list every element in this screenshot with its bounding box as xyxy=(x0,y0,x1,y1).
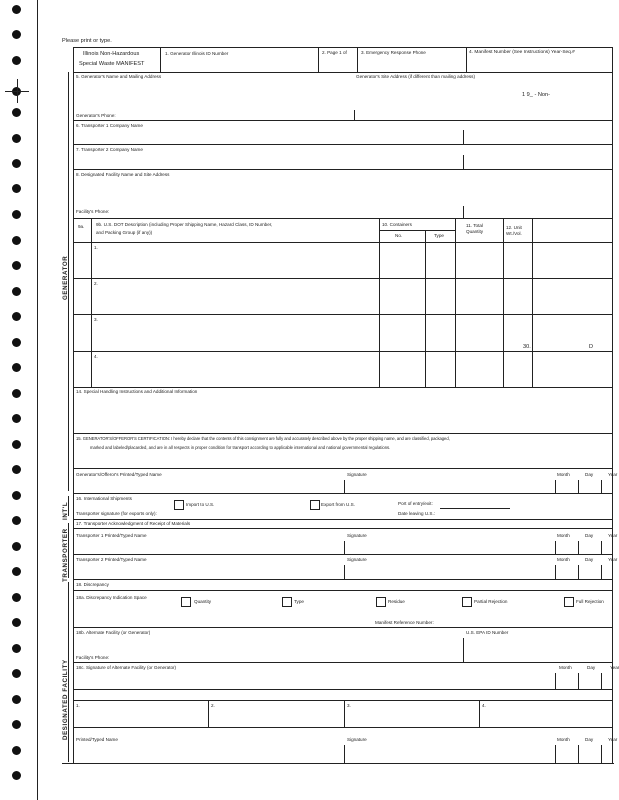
form-frame xyxy=(73,47,613,764)
waste-row-4-number: 4. xyxy=(94,354,98,359)
intl-shipments-label: 16. International Shipments xyxy=(76,496,132,501)
transporter-side-label: TRANSPORTER xyxy=(62,528,69,582)
full-rejection-checkbox[interactable] xyxy=(564,597,574,607)
intl-transporter-sig-label: Transporter signature (for exports only): xyxy=(76,511,157,516)
punch-hole xyxy=(12,287,21,296)
special-handling-label: 14. Special Handling Instructions and Additional Information xyxy=(76,389,198,394)
col-11-header: 11. Total Quantity xyxy=(466,223,484,234)
residue-checkbox[interactable] xyxy=(376,597,386,607)
port-of-entry-label: Port of entry/exit: xyxy=(398,501,433,506)
alt-facility-day-label: Day xyxy=(587,665,596,670)
punch-hole xyxy=(12,440,21,449)
transporter1-name-label: Transporter 1 Printed/Typed Name xyxy=(76,533,147,538)
full-rejection-label: Full Rejection xyxy=(576,599,604,604)
punch-hole xyxy=(12,720,21,729)
punch-hole xyxy=(12,134,21,143)
col-no-header: No. xyxy=(395,233,403,238)
transporter2-name-label: Transporter 2 Printed/Typed Name xyxy=(76,557,147,562)
punch-hole xyxy=(12,236,21,245)
type-checkbox[interactable] xyxy=(282,597,292,607)
punch-hole xyxy=(12,184,21,193)
punch-hole xyxy=(12,567,21,576)
generator-site-label: Generator's Site Address (if different than mailing address) xyxy=(356,74,476,79)
generator-year-label: Year xyxy=(608,472,618,477)
punch-hole xyxy=(12,159,21,168)
col-12-header: 12. Unit Wt./Vol. xyxy=(506,225,522,236)
punch-hole xyxy=(12,516,21,525)
punch-hole xyxy=(12,363,21,372)
generator-printed-name-label: Generator's/Offeror's Printed/Typed Name xyxy=(76,472,162,477)
col-9b-header-2: and Packing Group (if any)) xyxy=(96,230,153,235)
discrepancy-indication-label: 18a. Discrepancy Indication Space xyxy=(76,595,147,600)
code-box-3-label: 3. xyxy=(347,703,351,708)
transporter1-year-label: Year xyxy=(608,533,618,538)
punch-hole xyxy=(12,618,21,627)
transporter2-signature-label: Signature xyxy=(347,557,367,562)
form-bottom xyxy=(62,763,614,764)
generator-id-label: 1. Generator Illinois ID Number xyxy=(165,51,229,56)
facility-phone-label: Facility's Phone: xyxy=(76,209,110,214)
form-title-line2: Special Waste MANIFEST xyxy=(79,61,145,67)
alt-facility-month-label: Month xyxy=(559,665,572,670)
code-box-2-label: 2. xyxy=(211,703,215,708)
registration-mark xyxy=(17,79,18,103)
emergency-phone-label: 3. Emergency Response Phone xyxy=(361,50,426,55)
punch-hole xyxy=(12,746,21,755)
residue-label: Residue xyxy=(388,599,405,604)
waste-row-1-number: 1. xyxy=(94,245,98,250)
generator-side-label: GENERATOR xyxy=(62,255,69,300)
import-label: Import to U.S. xyxy=(186,502,215,507)
punch-hole xyxy=(12,542,21,551)
generator-signature-label: Signature xyxy=(347,472,367,477)
epa-id-label: U.S. EPA ID Number xyxy=(466,630,509,635)
punch-hole xyxy=(12,30,21,39)
punch-hole xyxy=(12,389,21,398)
row4-code-d: D xyxy=(589,344,594,350)
punch-hole xyxy=(12,261,21,270)
certification-line2: marked and labeled/placarded, and are in all respects in proper condition for transport according to applicable international and national governmental regulations. xyxy=(90,445,391,450)
alternate-facility-label: 18b. Alternate Facility (or Generator) xyxy=(76,630,151,635)
punch-hole xyxy=(12,312,21,321)
designated-facility-label: 8. Designated Facility Name and Site Address xyxy=(76,172,170,177)
transporter1-label: 6. Transporter 1 Company Name xyxy=(76,123,143,128)
import-checkbox[interactable] xyxy=(174,500,184,510)
transporter1-signature-label: Signature xyxy=(347,533,367,538)
transporter2-label: 7. Transporter 2 Company Name xyxy=(76,147,143,152)
waste-row-2-number: 2. xyxy=(94,281,98,286)
quantity-label: Quantity xyxy=(194,599,212,604)
waste-row-3-number: 3. xyxy=(94,317,98,322)
print-note: Please print or type. xyxy=(62,38,112,44)
punch-hole xyxy=(12,5,21,14)
punch-hole xyxy=(12,771,21,780)
col-9a-header: 9a. xyxy=(78,224,85,229)
code-box-1-label: 1. xyxy=(76,703,80,708)
transporter-ack-label: 17. Transporter Acknowledgment of Receipt of Materials xyxy=(76,521,191,526)
date-leaving-label: Date leaving U.S.: xyxy=(398,511,436,516)
margin-line xyxy=(37,0,38,800)
generator-phone-label: Generator's Phone: xyxy=(76,113,116,118)
facility-printed-name-label: Printed/Typed Name xyxy=(76,737,118,742)
generator-day-label: Day xyxy=(585,472,594,477)
page-label: 2. Page 1 of xyxy=(322,50,347,55)
transporter1-day-label: Day xyxy=(585,533,594,538)
facility-signature-label: Signature xyxy=(347,737,367,742)
punch-hole xyxy=(12,644,21,653)
punch-hole xyxy=(12,338,21,347)
col-10-header: 10. Containers xyxy=(382,222,412,227)
col-9b-header-1: 9b. U.S. DOT Description (including Proper Shipping Name, Hazard Class, ID Number, xyxy=(96,222,273,227)
export-label: Export from U.S. xyxy=(321,502,355,507)
certification-line1: 15. GENERATOR'S/OFFEROR'S CERTIFICATION: I hereby declare that the contents of this consignment are fully and accurately described above by the proper shipping name, and are classified, packaged, xyxy=(76,436,450,441)
generator-month-label: Month xyxy=(557,472,570,477)
transporter2-month-label: Month xyxy=(557,557,570,562)
code-box-4-label: 4. xyxy=(482,703,486,708)
punch-hole xyxy=(12,414,21,423)
facility-year-label: Year xyxy=(608,737,618,742)
punch-hole xyxy=(12,210,21,219)
transporter2-year-label: Year xyxy=(608,557,618,562)
intl-side-label: INT'L xyxy=(62,501,69,520)
transporter2-day-label: Day xyxy=(585,557,594,562)
alt-facility-year-label: Year xyxy=(610,665,619,670)
export-checkbox[interactable] xyxy=(310,500,320,510)
punch-hole xyxy=(12,56,21,65)
generator-name-label: 5. Generator's Name and Mailing Address xyxy=(76,74,162,79)
partial-rejection-label: Partial Rejection xyxy=(474,599,508,604)
facility-side-label: DESIGNATED FACILITY xyxy=(62,659,69,740)
partial-rejection-checkbox[interactable] xyxy=(462,597,472,607)
discrepancy-label: 18. Discrepancy xyxy=(76,582,109,587)
manifest-reference-label: Manifest Reference Number: xyxy=(375,620,434,625)
punch-hole xyxy=(12,593,21,602)
generator-marks: 1 9_ - Non- xyxy=(522,92,550,98)
type-label: Type xyxy=(294,599,304,604)
transporter1-month-label: Month xyxy=(557,533,570,538)
facility-day-label: Day xyxy=(585,737,594,742)
punch-hole xyxy=(12,465,21,474)
manifest-number-label: 4. Manifest Number (See Instructions) Year-Seq.# xyxy=(469,50,575,55)
row4-code-30: 30. xyxy=(523,344,531,350)
alt-facility-signature-label: 18c. Signature of Alternate Facility (or Generator) xyxy=(76,665,177,670)
facility-month-label: Month xyxy=(557,737,570,742)
punch-hole xyxy=(12,108,21,117)
punch-hole xyxy=(12,695,21,704)
punch-hole xyxy=(12,491,21,500)
alt-facility-phone-label: Facility's Phone: xyxy=(76,655,110,660)
punch-hole xyxy=(12,669,21,678)
col-type-header: Type xyxy=(434,233,444,238)
form-title-line1: Illinois Non-Hazardous xyxy=(83,51,140,57)
quantity-checkbox[interactable] xyxy=(181,597,191,607)
